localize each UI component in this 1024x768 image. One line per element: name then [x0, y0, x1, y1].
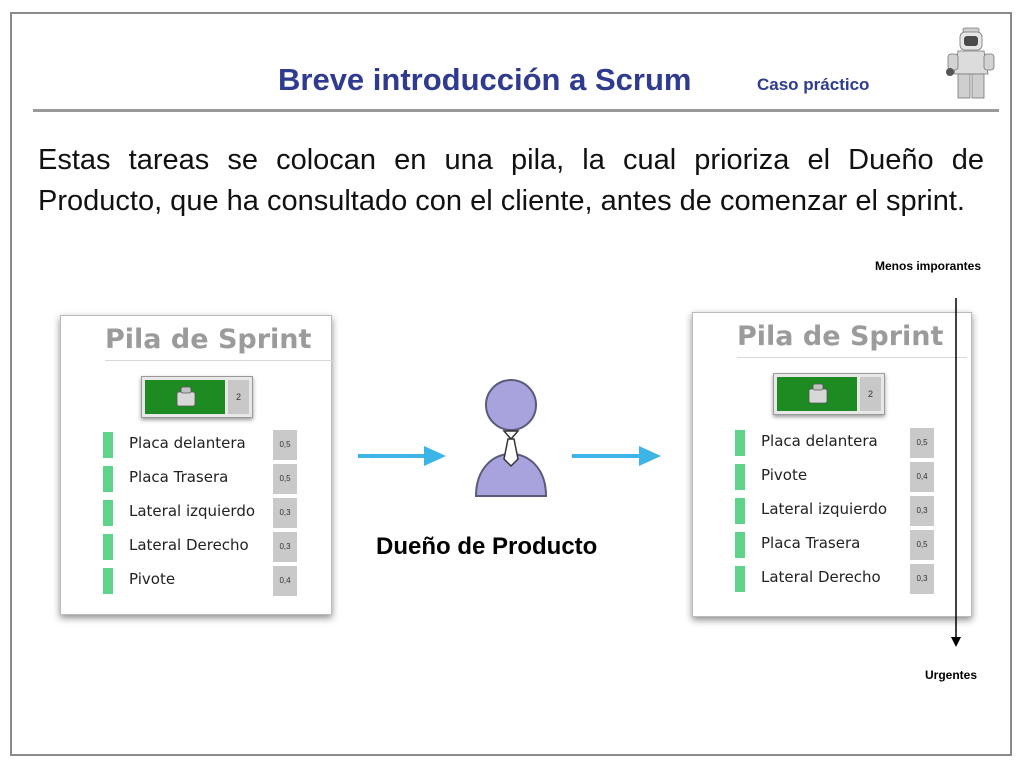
product-owner-caption: Dueño de Producto [376, 533, 598, 560]
task-estimate: 0,3 [273, 498, 297, 528]
task-label: Lateral izquierdo [761, 500, 888, 518]
task-estimate: 0,3 [910, 496, 934, 526]
slide-subtitle: Caso práctico [757, 75, 870, 94]
story-points: 2 [860, 377, 881, 411]
task-estimate: 0,3 [910, 564, 934, 594]
card-title: Pila de Sprint [737, 321, 944, 352]
task-label: Placa delantera [129, 434, 246, 452]
slide-title: Breve introducción a Scrum [278, 62, 692, 97]
axis-bottom-label: Urgentes [925, 668, 978, 682]
task-label: Placa delantera [761, 432, 878, 450]
person-icon [476, 380, 546, 496]
priority-axis [951, 298, 961, 647]
task-estimate: 0,3 [273, 532, 297, 562]
task-estimate: 0,5 [273, 430, 297, 460]
task-label: Pivote [129, 570, 176, 588]
task-label: Lateral Derecho [761, 568, 881, 586]
task-label: Lateral izquierdo [129, 502, 256, 520]
task-estimate: 0,4 [273, 566, 297, 596]
task-label: Pivote [761, 466, 808, 484]
task-label: Placa Trasera [129, 468, 229, 486]
task-label: Lateral Derecho [129, 536, 249, 554]
task-estimate: 0,5 [910, 530, 934, 560]
task-estimate: 0,4 [910, 462, 934, 492]
arrow-right-icon [572, 446, 661, 466]
body-paragraph: Estas tareas se colocan en una pila, la cual prioriza el Dueño de Producto, que ha consultado con el cliente, antes de comenzar el sprint. [38, 144, 984, 217]
story-points: 2 [228, 380, 249, 414]
card-title: Pila de Sprint [105, 324, 312, 355]
task-estimate: 0,5 [910, 428, 934, 458]
task-label: Placa Trasera [761, 534, 861, 552]
axis-top-label: Menos imporantes [875, 259, 982, 273]
arrow-left-icon [358, 446, 446, 466]
task-estimate: 0,5 [273, 464, 297, 494]
